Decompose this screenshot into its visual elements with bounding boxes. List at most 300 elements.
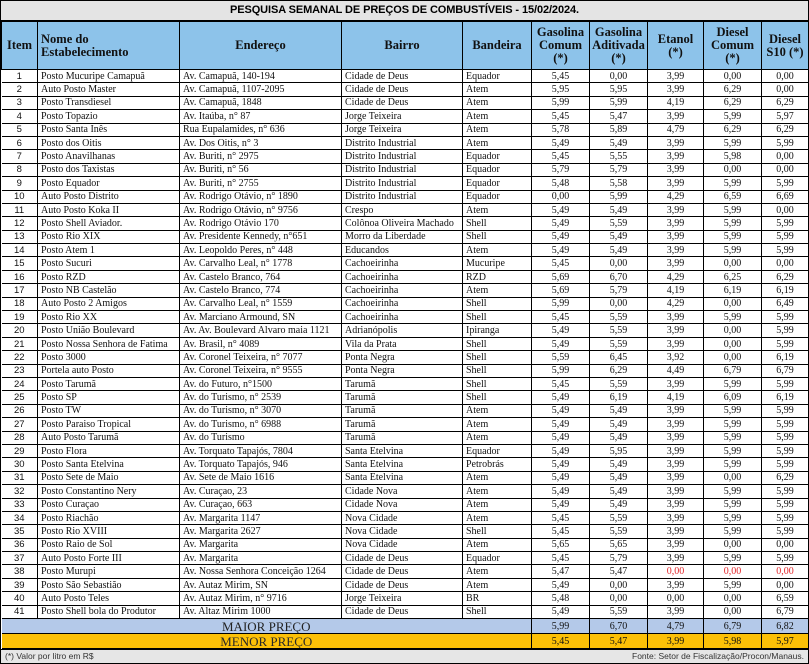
table-row [2, 297, 809, 310]
address-cell: Av. Carvalho Leal, n° 1778 [180, 257, 342, 270]
etanol-price: 3,99 [648, 70, 704, 83]
item-cell: 22 [2, 351, 38, 364]
etanol-price: 3,99 [648, 337, 704, 350]
brand-cell: Equador [463, 163, 532, 176]
neighborhood-cell: Cachoeirinha [342, 284, 463, 297]
gasolina-comum-price: 5,78 [532, 123, 590, 136]
address-cell: Av. Marciano Armound, SN [180, 311, 342, 324]
survey-title: PESQUISA SEMANAL DE PREÇOS DE COMBUSTÍVEIS - 15/02/2024. [1, 1, 808, 21]
maior-preco-label: MAIOR PREÇO [2, 619, 532, 634]
menor-etanol: 3,99 [648, 634, 704, 649]
table-row [2, 525, 809, 538]
item-cell: 26 [2, 404, 38, 417]
gasolina-aditivada-price: 5,49 [590, 431, 648, 444]
maior-gasolina-comum: 5,99 [532, 619, 590, 634]
gasolina-comum-price: 5,69 [532, 270, 590, 283]
establishment-name-cell: Posto Raio de Sol [38, 538, 180, 551]
brand-cell: Shell [463, 337, 532, 350]
brand-cell: Atem [463, 538, 532, 551]
gasolina-aditivada-price: 5,49 [590, 404, 648, 417]
establishment-name-cell: Posto Anavilhanas [38, 150, 180, 163]
col-header-etanol: Etanol (*) [648, 22, 704, 70]
neighborhood-cell: Nova Cidade [342, 525, 463, 538]
establishment-name-cell: Posto Atem 1 [38, 244, 180, 257]
brand-cell: Atem [463, 418, 532, 431]
brand-cell: Atem [463, 203, 532, 216]
item-cell: 18 [2, 297, 38, 310]
brand-cell: Atem [463, 83, 532, 96]
gasolina-aditivada-price: 5,49 [590, 136, 648, 149]
gasolina-comum-price: 5,49 [532, 458, 590, 471]
neighborhood-cell: Educandos [342, 244, 463, 257]
gasolina-aditivada-price: 5,95 [590, 83, 648, 96]
table-row [2, 311, 809, 324]
neighborhood-cell: Santa Etelvina [342, 471, 463, 484]
item-cell: 11 [2, 203, 38, 216]
item-cell: 39 [2, 578, 38, 591]
establishment-name-cell: Auto Posto Distrito [38, 190, 180, 203]
maior-gasolina-aditivada: 6,70 [590, 619, 648, 634]
etanol-price: 3,99 [648, 538, 704, 551]
gasolina-comum-price: 5,45 [532, 377, 590, 390]
address-cell: Av. Brasil, n° 4089 [180, 337, 342, 350]
table-row [2, 351, 809, 364]
gasolina-comum-price: 5,45 [532, 110, 590, 123]
neighborhood-cell: Cidade de Deus [342, 552, 463, 565]
diesel-comum-price: 6,25 [704, 270, 762, 283]
item-cell: 4 [2, 110, 38, 123]
col-header-gasolina-comum: Gasolina Comum (*) [532, 22, 590, 70]
gasolina-comum-price: 5,99 [532, 96, 590, 109]
gasolina-aditivada-price: 5,59 [590, 605, 648, 618]
establishment-name-cell: Posto Murupi [38, 565, 180, 578]
neighborhood-cell: Tarumã [342, 431, 463, 444]
diesel-comum-price: 6,29 [704, 96, 762, 109]
establishment-name-cell: Posto Nossa Senhora de Fatima [38, 337, 180, 350]
item-cell: 17 [2, 284, 38, 297]
diesel-s10-price: 5,99 [762, 377, 809, 390]
establishment-name-cell: Posto 3000 [38, 351, 180, 364]
diesel-comum-price: 0,00 [704, 297, 762, 310]
gasolina-aditivada-price: 5,59 [590, 525, 648, 538]
diesel-s10-price: 6,79 [762, 364, 809, 377]
item-cell: 29 [2, 444, 38, 457]
menor-diesel-comum: 5,98 [704, 634, 762, 649]
gasolina-aditivada-price: 5,59 [590, 337, 648, 350]
gasolina-comum-price: 5,48 [532, 177, 590, 190]
gasolina-aditivada-price: 5,49 [590, 418, 648, 431]
gasolina-aditivada-price: 5,49 [590, 485, 648, 498]
diesel-comum-price: 5,99 [704, 578, 762, 591]
item-cell: 28 [2, 431, 38, 444]
table-row [2, 96, 809, 109]
gasolina-aditivada-price: 5,49 [590, 458, 648, 471]
diesel-comum-price: 5,99 [704, 217, 762, 230]
item-cell: 37 [2, 552, 38, 565]
address-cell: Av. Curaçao, 663 [180, 498, 342, 511]
diesel-s10-price: 5,99 [762, 337, 809, 350]
table-row [2, 203, 809, 216]
diesel-comum-price: 6,29 [704, 83, 762, 96]
address-cell: Av. do Turismo, n° 2539 [180, 391, 342, 404]
diesel-s10-price: 6,49 [762, 297, 809, 310]
etanol-price: 3,92 [648, 351, 704, 364]
brand-cell: Equador [463, 444, 532, 457]
diesel-s10-price: 0,00 [762, 578, 809, 591]
gasolina-aditivada-price: 0,00 [590, 257, 648, 270]
col-header-endereco: Endereço [180, 22, 342, 70]
address-cell: Av. Autaz Mirim, SN [180, 578, 342, 591]
gasolina-aditivada-price: 5,99 [590, 96, 648, 109]
item-cell: 2 [2, 83, 38, 96]
table-row [2, 364, 809, 377]
etanol-price: 4,19 [648, 391, 704, 404]
diesel-s10-price: 0,00 [762, 163, 809, 176]
table-row [2, 284, 809, 297]
neighborhood-cell: Distrito Industrial [342, 136, 463, 149]
diesel-comum-price: 5,99 [704, 244, 762, 257]
diesel-s10-price: 0,00 [762, 257, 809, 270]
table-row [2, 565, 809, 578]
gasolina-aditivada-price: 5,65 [590, 538, 648, 551]
table-row [2, 431, 809, 444]
neighborhood-cell: Distrito Industrial [342, 150, 463, 163]
header-row [2, 22, 809, 70]
neighborhood-cell: Crespo [342, 203, 463, 216]
neighborhood-cell: Jorge Teixeira [342, 123, 463, 136]
neighborhood-cell: Cidade de Deus [342, 83, 463, 96]
diesel-s10-price: 6,29 [762, 471, 809, 484]
diesel-comum-price: 0,00 [704, 324, 762, 337]
brand-cell: Ipiranga [463, 324, 532, 337]
diesel-comum-price: 0,00 [704, 257, 762, 270]
gasolina-comum-price: 5,95 [532, 83, 590, 96]
diesel-comum-price: 5,99 [704, 511, 762, 524]
neighborhood-cell: Jorge Teixeira [342, 592, 463, 605]
table-row [2, 136, 809, 149]
gasolina-aditivada-price: 0,00 [590, 70, 648, 83]
diesel-s10-price: 0,00 [762, 565, 809, 578]
neighborhood-cell: Morro da Liberdade [342, 230, 463, 243]
neighborhood-cell: Cachoeirinha [342, 270, 463, 283]
etanol-price: 3,99 [648, 136, 704, 149]
gasolina-aditivada-price: 5,79 [590, 552, 648, 565]
etanol-price: 3,99 [648, 257, 704, 270]
diesel-s10-price: 5,97 [762, 110, 809, 123]
diesel-comum-price: 6,79 [704, 364, 762, 377]
menor-preco-row [2, 634, 809, 649]
table-row [2, 70, 809, 83]
diesel-comum-price: 5,99 [704, 444, 762, 457]
gasolina-aditivada-price: 5,59 [590, 377, 648, 390]
maior-etanol: 4,79 [648, 619, 704, 634]
fuel-price-table [1, 21, 809, 649]
gasolina-aditivada-price: 5,89 [590, 123, 648, 136]
etanol-price: 3,99 [648, 83, 704, 96]
table-row [2, 592, 809, 605]
item-cell: 36 [2, 538, 38, 551]
gasolina-aditivada-price: 0,00 [590, 578, 648, 591]
menor-preco-label: MENOR PREÇO [2, 634, 532, 649]
neighborhood-cell: Distrito Industrial [342, 177, 463, 190]
establishment-name-cell: Posto Rio XVIII [38, 525, 180, 538]
gasolina-comum-price: 5,99 [532, 297, 590, 310]
brand-cell: Shell [463, 311, 532, 324]
maior-diesel-comum: 6,79 [704, 619, 762, 634]
gasolina-comum-price: 5,45 [532, 511, 590, 524]
etanol-price: 3,99 [648, 431, 704, 444]
diesel-s10-price: 0,00 [762, 538, 809, 551]
address-cell: Av. Margarita [180, 552, 342, 565]
gasolina-aditivada-price: 5,49 [590, 244, 648, 257]
diesel-s10-price: 6,59 [762, 592, 809, 605]
table-row [2, 498, 809, 511]
etanol-price: 3,99 [648, 578, 704, 591]
diesel-s10-price: 5,99 [762, 552, 809, 565]
brand-cell: Atem [463, 431, 532, 444]
table-row [2, 605, 809, 618]
table-row [2, 177, 809, 190]
col-header-item: Item [2, 22, 38, 70]
establishment-name-cell: Auto Posto Master [38, 83, 180, 96]
table-row [2, 485, 809, 498]
table-row [2, 458, 809, 471]
establishment-name-cell: Posto Topazio [38, 110, 180, 123]
maior-diesel-s10: 6,82 [762, 619, 809, 634]
diesel-s10-price: 5,99 [762, 511, 809, 524]
neighborhood-cell: Adrianópolis [342, 324, 463, 337]
item-cell: 6 [2, 136, 38, 149]
item-cell: 13 [2, 230, 38, 243]
establishment-name-cell: Posto Riachão [38, 511, 180, 524]
table-row [2, 471, 809, 484]
establishment-name-cell: Auto Posto Koka II [38, 203, 180, 216]
brand-cell: Atem [463, 284, 532, 297]
diesel-s10-price: 0,00 [762, 203, 809, 216]
gasolina-comum-price: 5,45 [532, 150, 590, 163]
summary-body [2, 619, 809, 649]
diesel-s10-price: 5,99 [762, 404, 809, 417]
establishment-name-cell: Posto TW [38, 404, 180, 417]
address-cell: Av. Camapuã, 1107-2095 [180, 83, 342, 96]
establishment-name-cell: Auto Posto Tarumã [38, 431, 180, 444]
table-row [2, 337, 809, 350]
table-row [2, 404, 809, 417]
address-cell: Av. Margarita 1147 [180, 511, 342, 524]
neighborhood-cell: Cidade de Deus [342, 96, 463, 109]
diesel-s10-price: 6,29 [762, 96, 809, 109]
establishment-name-cell: Posto Constantino Nery [38, 485, 180, 498]
diesel-s10-price: 0,00 [762, 70, 809, 83]
item-cell: 19 [2, 311, 38, 324]
item-cell: 35 [2, 525, 38, 538]
neighborhood-cell: Cachoeirinha [342, 297, 463, 310]
establishment-name-cell: Posto Rio XIX [38, 230, 180, 243]
establishment-name-cell: Posto Mucuripe Camapuã [38, 70, 180, 83]
maior-preco-row [2, 619, 809, 634]
diesel-comum-price: 0,00 [704, 351, 762, 364]
diesel-comum-price: 0,00 [704, 565, 762, 578]
table-row [2, 578, 809, 591]
address-cell: Rua Eupalamides, n° 636 [180, 123, 342, 136]
item-cell: 30 [2, 458, 38, 471]
gasolina-comum-price: 5,79 [532, 163, 590, 176]
item-cell: 32 [2, 485, 38, 498]
neighborhood-cell: Cidade de Deus [342, 605, 463, 618]
brand-cell: Shell [463, 230, 532, 243]
diesel-s10-price: 6,29 [762, 123, 809, 136]
brand-cell: Shell [463, 377, 532, 390]
item-cell: 16 [2, 270, 38, 283]
table-row [2, 391, 809, 404]
etanol-price: 4,29 [648, 190, 704, 203]
gasolina-comum-price: 5,49 [532, 605, 590, 618]
gasolina-aditivada-price: 0,00 [590, 297, 648, 310]
gasolina-aditivada-price: 5,95 [590, 444, 648, 457]
col-header-bandeira: Bandeira [463, 22, 532, 70]
establishment-name-cell: Posto Sucuri [38, 257, 180, 270]
etanol-price: 3,99 [648, 605, 704, 618]
brand-cell: Atem [463, 136, 532, 149]
brand-cell: Shell [463, 525, 532, 538]
address-cell: Av. do Turismo, n° 3070 [180, 404, 342, 417]
address-cell: Av. Torquato Tapajós, 7804 [180, 444, 342, 457]
item-cell: 12 [2, 217, 38, 230]
gasolina-comum-price: 5,65 [532, 538, 590, 551]
gasolina-aditivada-price: 5,49 [590, 471, 648, 484]
etanol-price: 4,29 [648, 270, 704, 283]
address-cell: Av. Rodrigo Otávio, n° 9756 [180, 203, 342, 216]
gasolina-aditivada-price: 6,29 [590, 364, 648, 377]
diesel-s10-price: 5,99 [762, 498, 809, 511]
address-cell: Av. Presidente Kennedy, n°651 [180, 230, 342, 243]
table-row [2, 257, 809, 270]
item-cell: 10 [2, 190, 38, 203]
diesel-s10-price: 5,99 [762, 485, 809, 498]
table-row [2, 377, 809, 390]
item-cell: 34 [2, 511, 38, 524]
diesel-s10-price: 5,99 [762, 525, 809, 538]
diesel-comum-price: 5,99 [704, 525, 762, 538]
address-cell: Av. do Turismo [180, 431, 342, 444]
etanol-price: 3,99 [648, 324, 704, 337]
table-row [2, 123, 809, 136]
col-header-nome: Nome do Estabelecimento [38, 22, 180, 70]
diesel-s10-price: 5,99 [762, 444, 809, 457]
neighborhood-cell: Cidade Nova [342, 498, 463, 511]
gasolina-comum-price: 0,00 [532, 190, 590, 203]
establishment-name-cell: Posto Flora [38, 444, 180, 457]
address-cell: Av. Autaz Mirim, n° 9716 [180, 592, 342, 605]
neighborhood-cell: Cidade de Deus [342, 70, 463, 83]
neighborhood-cell: Cachoeirinha [342, 257, 463, 270]
address-cell: Av. Buriti, n° 2975 [180, 150, 342, 163]
brand-cell: Shell [463, 351, 532, 364]
etanol-price: 3,99 [648, 110, 704, 123]
diesel-comum-price: 0,00 [704, 163, 762, 176]
diesel-comum-price: 5,99 [704, 552, 762, 565]
etanol-price: 4,29 [648, 297, 704, 310]
item-cell: 1 [2, 70, 38, 83]
item-cell: 41 [2, 605, 38, 618]
diesel-s10-price: 6,19 [762, 351, 809, 364]
address-cell: Av. Sete de Maio 1616 [180, 471, 342, 484]
table-row [2, 511, 809, 524]
address-cell: Av. do Turismo, n° 6988 [180, 418, 342, 431]
etanol-price: 3,99 [648, 525, 704, 538]
establishment-name-cell: Posto Equador [38, 177, 180, 190]
neighborhood-cell: Vila da Prata [342, 337, 463, 350]
address-cell: Av. Camapuã, 1848 [180, 96, 342, 109]
item-cell: 7 [2, 150, 38, 163]
gasolina-comum-price: 5,45 [532, 257, 590, 270]
table-row [2, 230, 809, 243]
address-cell: Av. Margarita [180, 538, 342, 551]
neighborhood-cell: Nova Cidade [342, 538, 463, 551]
brand-cell: Equador [463, 70, 532, 83]
brand-cell: Equador [463, 177, 532, 190]
brand-cell: Atem [463, 471, 532, 484]
address-cell: Av. Rodrigo Otávio, n° 1890 [180, 190, 342, 203]
etanol-price: 3,99 [648, 244, 704, 257]
diesel-s10-price: 6,69 [762, 190, 809, 203]
etanol-price: 3,99 [648, 217, 704, 230]
gasolina-aditivada-price: 5,59 [590, 511, 648, 524]
gasolina-aditivada-price: 6,19 [590, 391, 648, 404]
table-row [2, 244, 809, 257]
diesel-s10-price: 5,99 [762, 177, 809, 190]
establishment-name-cell: Posto Tarumã [38, 377, 180, 390]
gasolina-comum-price: 5,48 [532, 592, 590, 605]
item-cell: 38 [2, 565, 38, 578]
table-row [2, 324, 809, 337]
gasolina-aditivada-price: 5,58 [590, 177, 648, 190]
brand-cell: Shell [463, 391, 532, 404]
establishment-name-cell: Posto Curaçao [38, 498, 180, 511]
table-row [2, 552, 809, 565]
etanol-price: 3,99 [648, 150, 704, 163]
gasolina-comum-price: 5,45 [532, 525, 590, 538]
diesel-comum-price: 5,99 [704, 485, 762, 498]
diesel-comum-price: 6,19 [704, 284, 762, 297]
diesel-s10-price: 6,29 [762, 270, 809, 283]
etanol-price: 3,99 [648, 404, 704, 417]
establishment-name-cell: Posto RZD [38, 270, 180, 283]
gasolina-comum-price: 5,49 [532, 578, 590, 591]
table-row [2, 150, 809, 163]
gasolina-comum-price: 5,49 [532, 471, 590, 484]
gasolina-aditivada-price: 6,45 [590, 351, 648, 364]
etanol-price: 3,99 [648, 311, 704, 324]
etanol-price: 3,99 [648, 552, 704, 565]
gasolina-aditivada-price: 5,99 [590, 190, 648, 203]
gasolina-comum-price: 5,45 [532, 70, 590, 83]
gasolina-aditivada-price: 5,59 [590, 311, 648, 324]
brand-cell: Atem [463, 110, 532, 123]
diesel-comum-price: 6,29 [704, 123, 762, 136]
gasolina-comum-price: 5,49 [532, 244, 590, 257]
establishment-name-cell: Posto Transdiesel [38, 96, 180, 109]
gasolina-comum-price: 5,49 [532, 391, 590, 404]
etanol-price: 3,99 [648, 230, 704, 243]
gasolina-comum-price: 5,49 [532, 136, 590, 149]
gasolina-comum-price: 5,49 [532, 418, 590, 431]
diesel-s10-price: 5,99 [762, 431, 809, 444]
address-cell: Av. Castelo Branco, 774 [180, 284, 342, 297]
neighborhood-cell: Nova Cidade [342, 511, 463, 524]
diesel-comum-price: 0,00 [704, 70, 762, 83]
brand-cell: Atem [463, 485, 532, 498]
